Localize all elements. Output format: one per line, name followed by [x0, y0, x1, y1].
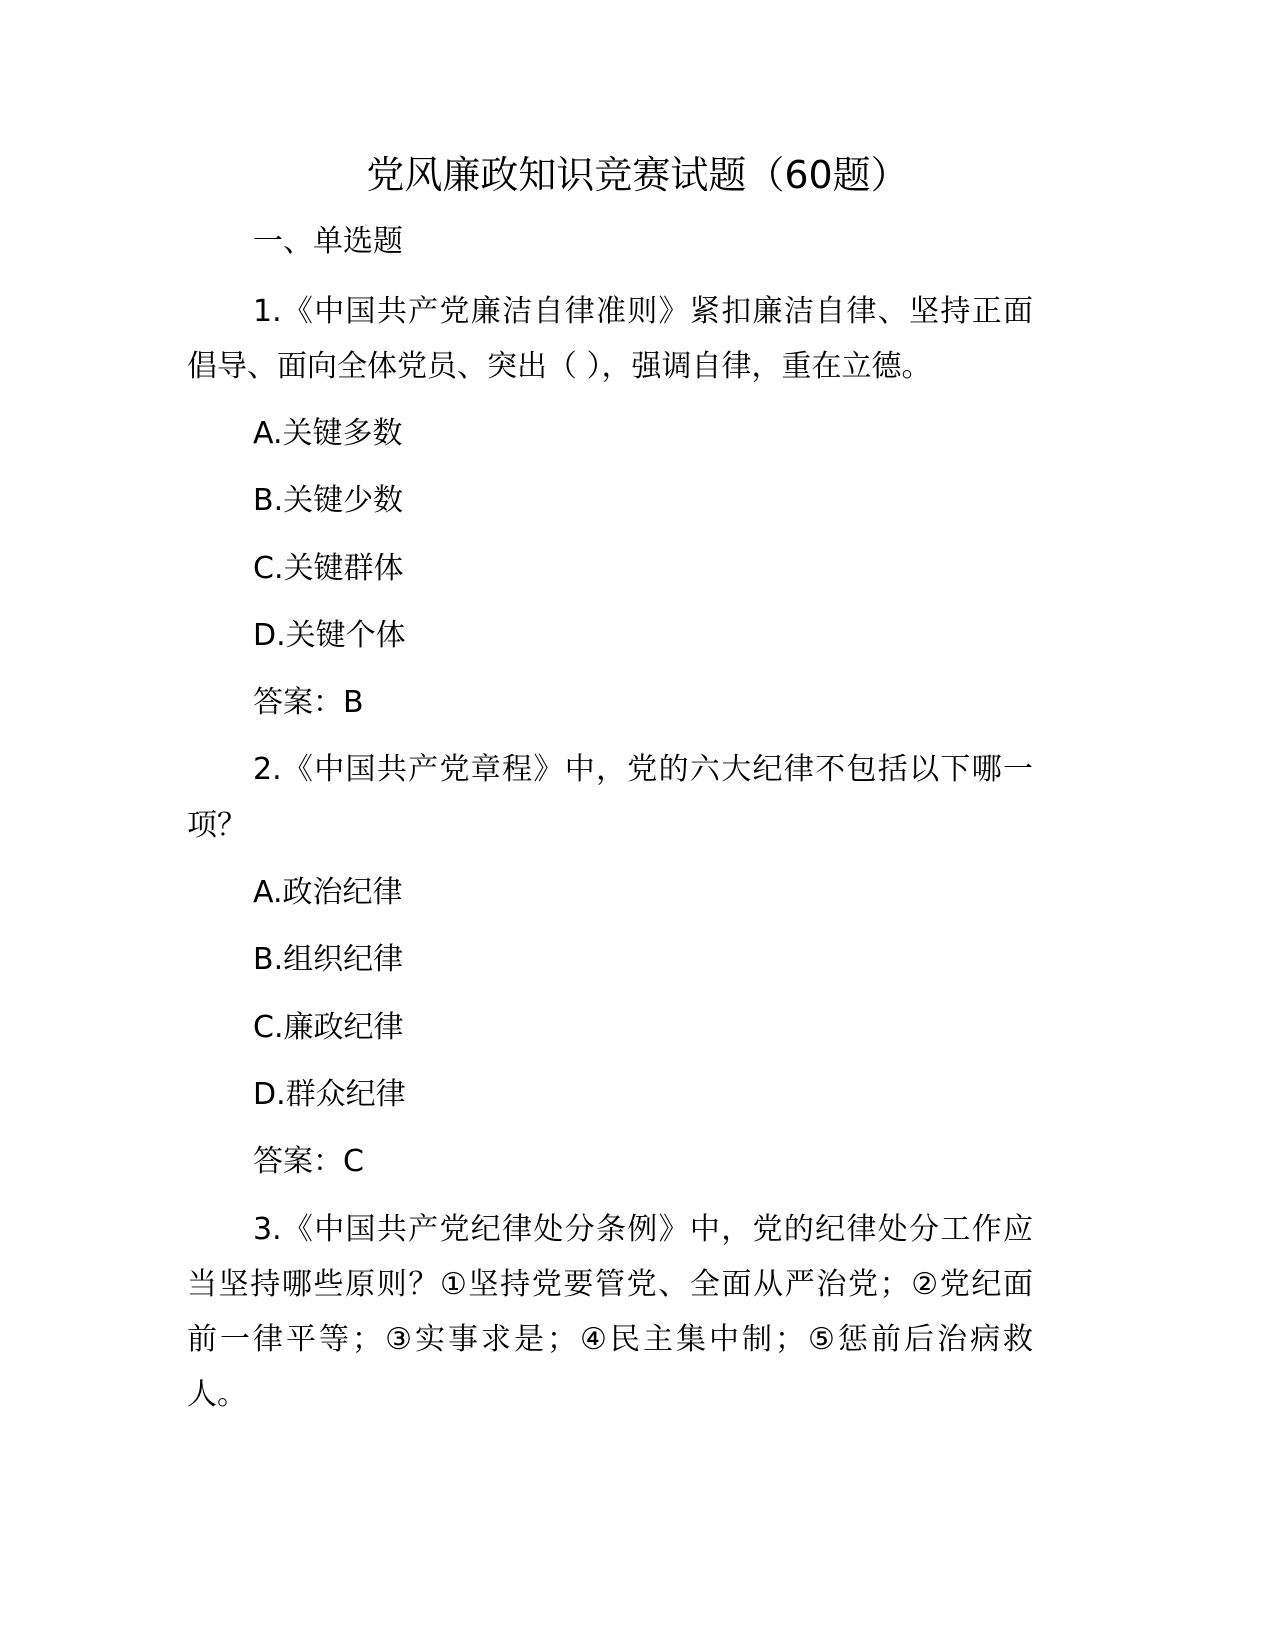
- question-text-line: 前一律平等；③实事求是；④民主集中制；⑤惩前后治病救: [187, 1322, 1033, 1357]
- option-c: C.廉政纪律: [253, 1010, 404, 1045]
- option-d: D.关键个体: [253, 618, 406, 653]
- question-text-line: 3.《中国共产党纪律处分条例》中，党的纪律处分工作应: [253, 1212, 1033, 1247]
- option-a: A.关键多数: [253, 416, 403, 451]
- question-text-line: 1.《中国共产党廉洁自律准则》紧扣廉洁自律、坚持正面: [253, 294, 1033, 329]
- option-a: A.政治纪律: [253, 875, 403, 910]
- document-title: 党风廉政知识竞赛试题（60题）: [366, 153, 909, 197]
- answer: 答案：C: [253, 1144, 364, 1179]
- section-heading: 一、单选题: [253, 224, 403, 259]
- option-b: B.关键少数: [253, 483, 404, 518]
- question-text-line: 项？: [187, 808, 247, 843]
- option-b: B.组织纪律: [253, 942, 404, 977]
- question-text-line: 人。: [187, 1377, 247, 1412]
- question-text-line: 倡导、面向全体党员、突出（ ），强调自律，重在立德。: [187, 349, 932, 384]
- option-c: C.关键群体: [253, 551, 404, 586]
- option-d: D.群众纪律: [253, 1077, 406, 1112]
- answer: 答案：B: [253, 685, 364, 720]
- question-text-line: 2.《中国共产党章程》中，党的六大纪律不包括以下哪一: [253, 752, 1033, 787]
- question-text-line: 当坚持哪些原则？①坚持党要管党、全面从严治党；②党纪面: [187, 1267, 1033, 1302]
